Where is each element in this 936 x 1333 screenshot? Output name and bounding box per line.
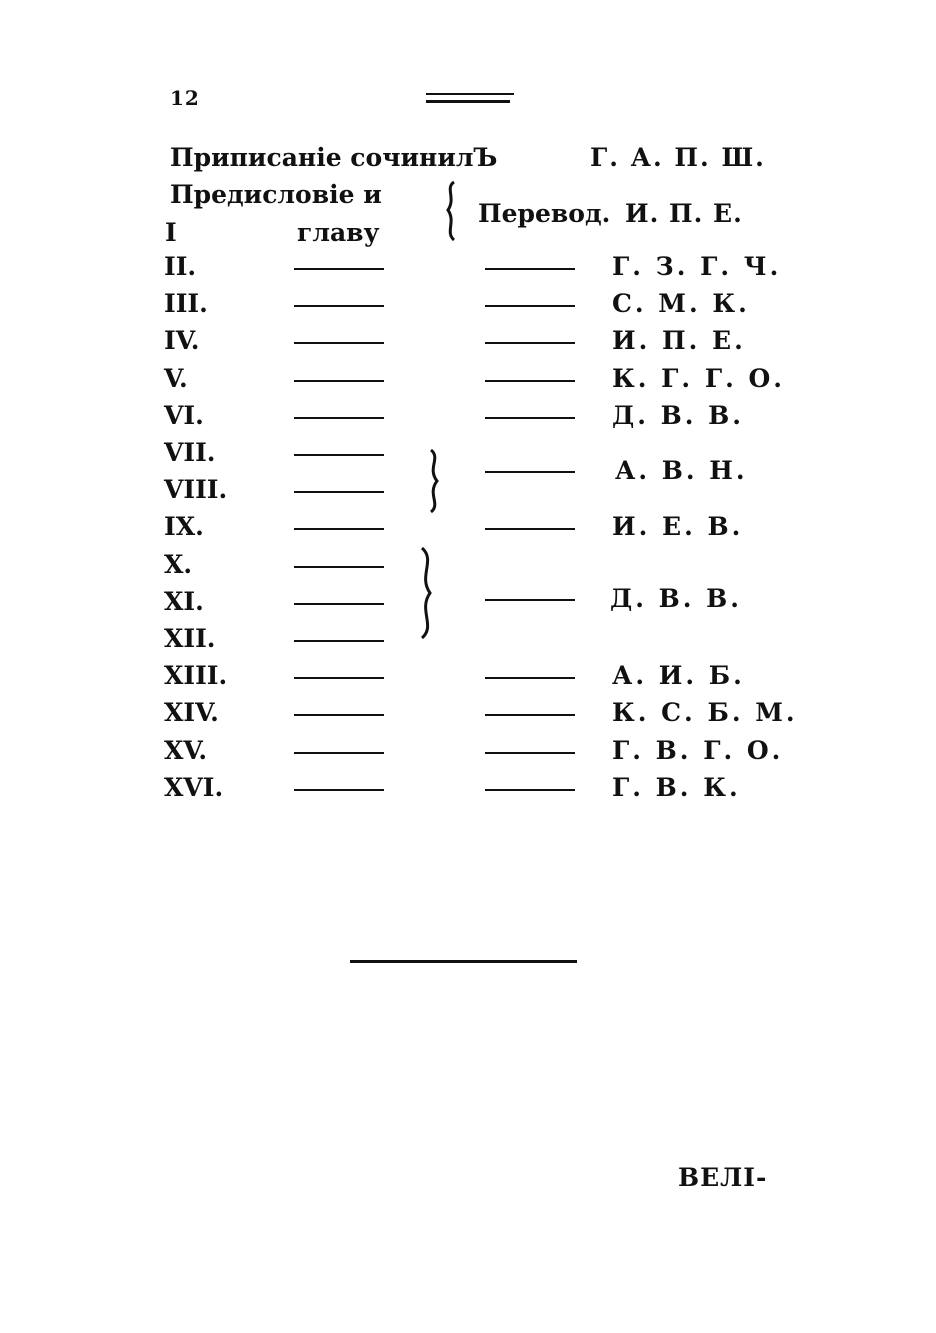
brace-preface [440, 180, 460, 242]
chapter-numeral: XVI. [164, 773, 224, 802]
chapter-numeral: VIII. [164, 475, 228, 504]
chapter-numeral: X. [164, 550, 193, 579]
chapter-numeral: XI. [164, 587, 204, 616]
chapter-numeral: XIII. [164, 661, 228, 690]
author-dash [294, 380, 384, 382]
author-dash [294, 528, 384, 530]
chapter-numeral: V. [164, 364, 188, 393]
group-translation-dash [485, 599, 575, 601]
catchword: ВЕЛІ- [678, 1163, 768, 1192]
chapter-numeral: XV. [164, 736, 208, 765]
author-dash [294, 268, 384, 270]
author-dash [294, 789, 384, 791]
author-dash [294, 714, 384, 716]
chapter-word: главу [297, 218, 380, 247]
chapter-numeral: XIV. [164, 698, 219, 727]
chapter-numeral: VI. [164, 401, 204, 430]
preface-label: Предисловіе и [170, 180, 382, 209]
translator-initials: И. Е. В. [612, 512, 744, 541]
chapter-numeral: IX. [164, 512, 204, 541]
chapter-numeral: VII. [164, 438, 216, 467]
translator-initials: Г. В. К. [612, 773, 741, 802]
dedication-initials: Г. А. П. Ш. [590, 143, 766, 172]
author-dash [294, 677, 384, 679]
group-initials-x-xii: Д. В. В. [610, 584, 743, 613]
chapter-numeral: II. [164, 252, 197, 281]
chapter-numeral-first: I [165, 218, 177, 247]
translator-initials: Г. З. Г. Ч. [612, 252, 782, 281]
translation-dash [485, 342, 575, 344]
brace-group-x-xii [414, 546, 438, 640]
author-dash [294, 640, 384, 642]
page-number: 12 [170, 86, 200, 110]
translation-label: Перевод. [478, 199, 611, 228]
chapter-numeral: III. [164, 289, 208, 318]
author-dash [294, 454, 384, 456]
translator-initials: А. И. Б. [612, 661, 745, 690]
closing-rule [350, 960, 577, 963]
translation-dash [485, 268, 575, 270]
dedication-label: Приписаніе сочинилЪ [170, 143, 498, 172]
translator-initials: Г. В. Г. О. [612, 736, 784, 765]
translator-initials: К. С. Б. М. [612, 698, 798, 727]
translation-dash [485, 677, 575, 679]
author-dash [294, 566, 384, 568]
author-dash [294, 342, 384, 344]
translation-dash [485, 528, 575, 530]
translation-dash [485, 714, 575, 716]
translation-dash [485, 789, 575, 791]
author-dash [294, 417, 384, 419]
author-dash [294, 752, 384, 754]
translator-initials: К. Г. Г. О. [612, 364, 785, 393]
author-dash [294, 491, 384, 493]
author-dash [294, 603, 384, 605]
translation-dash [485, 380, 575, 382]
header-rule-thick [426, 100, 510, 103]
chapter-numeral: XII. [164, 624, 216, 653]
brace-group-vii-viii [423, 448, 445, 514]
translation-dash [485, 305, 575, 307]
chapter-numeral: IV. [164, 326, 200, 355]
translation-dash [485, 752, 575, 754]
translator-initials: Д. В. В. [612, 401, 745, 430]
translator-initials: И. П. Е. [612, 326, 746, 355]
header-rule [426, 93, 514, 95]
translation-dash [485, 417, 575, 419]
translator-initials: С. М. К. [612, 289, 750, 318]
author-dash [294, 305, 384, 307]
preface-translator-initials: И. П. Е. [625, 199, 743, 228]
group-translation-dash [485, 471, 575, 473]
group-initials-vii-viii: А. В. Н. [615, 456, 748, 485]
